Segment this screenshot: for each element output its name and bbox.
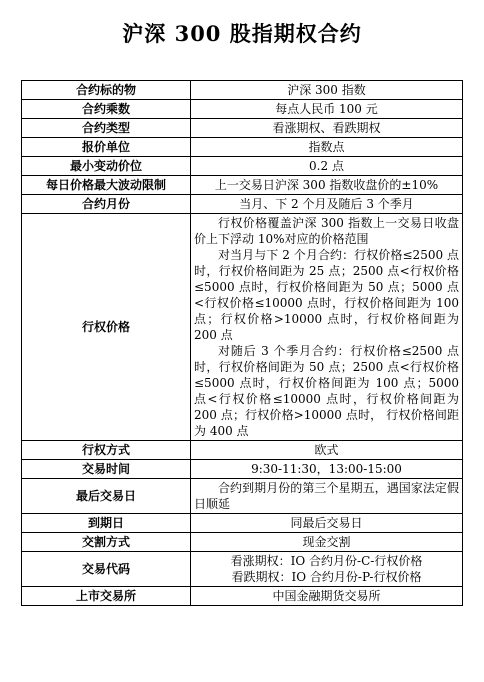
row-label: 合约月份 xyxy=(22,195,191,214)
row-label: 报价单位 xyxy=(22,138,191,157)
row-value: 0.2 点 xyxy=(191,157,463,176)
table-row xyxy=(22,479,463,514)
row-value: 同最后交易日 xyxy=(191,514,463,533)
row-value: 上一交易日沪深 300 指数收盘价的±10% xyxy=(191,176,463,195)
row-value: 当月、下 2 个月及随后 3 个季月 xyxy=(191,195,463,214)
table-row xyxy=(22,119,463,138)
row-label: 合约类型 xyxy=(22,119,191,138)
row-label: 行权方式 xyxy=(22,441,191,460)
row-label: 最小变动价位 xyxy=(22,157,191,176)
table-row xyxy=(22,460,463,479)
row-label: 合约乘数 xyxy=(22,100,191,119)
table-row xyxy=(22,81,463,100)
last-trading-day-text: 合约到期月份的第三个星期五，遇国家法定假日顺延 xyxy=(194,481,459,511)
row-label: 交易时间 xyxy=(22,460,191,479)
row-value: 9:30-11:30，13:00-15:00 xyxy=(191,460,463,479)
row-label: 行权价格 xyxy=(22,214,191,441)
table-row xyxy=(22,157,463,176)
table-row xyxy=(22,100,463,119)
row-value: 现金交割 xyxy=(191,533,463,552)
row-value: 看涨期权、看跌期权 xyxy=(191,119,463,138)
document-title: 沪深 300 股指期权合约 xyxy=(122,21,362,46)
quarterly-strike-paragraph: 对随后 3 个季月合约：行权价格≤2500 点时，行权价格间距为 50 点；2500 点<行权价格≤5000 点时，行权价格间距为 100 点；5000 点<行权价格≤10000 点时，行权价格间距为 200 点；行权价格>10000 点时， 行权价格间距为 400 点 xyxy=(194,344,459,438)
row-label: 交割方式 xyxy=(22,533,191,552)
table-row xyxy=(22,214,463,441)
row-value: 沪深 300 指数 xyxy=(191,81,463,100)
near-month-strike-paragraph: 对当月与下 2 个月合约：行权价格≤2500 点时，行权价格间距为 25 点；2500 点<行权价格≤5000 点时，行权价格间距为 50 点；5000 点<行权价格≤10000 点时，行权价格间距为 100 点；行权价格>10000 点时，行权价格间距为 200 点 xyxy=(194,248,459,342)
row-label: 每日价格最大波动限制 xyxy=(22,176,191,195)
row-value: 欧式 xyxy=(191,441,463,460)
table-row xyxy=(22,176,463,195)
strike-price-rules xyxy=(191,214,463,441)
table-row xyxy=(22,533,463,552)
row-label: 最后交易日 xyxy=(22,479,191,514)
row-value: 指数点 xyxy=(191,138,463,157)
table-row xyxy=(22,195,463,214)
row-label: 合约标的物 xyxy=(22,81,191,100)
table-row xyxy=(22,138,463,157)
row-label: 交易代码 xyxy=(22,552,191,587)
contract-spec-table xyxy=(21,80,463,606)
row-label: 到期日 xyxy=(22,514,191,533)
table-row xyxy=(22,587,463,606)
row-value xyxy=(191,479,463,514)
row-value: 每点人民币 100 元 xyxy=(191,100,463,119)
table-row xyxy=(22,441,463,460)
put-code-line: 看跌期权：IO 合约月份-P-行权价格 xyxy=(231,570,422,584)
trading-code-cell xyxy=(191,552,463,587)
table-row xyxy=(22,552,463,587)
row-label: 上市交易所 xyxy=(22,587,191,606)
table-row xyxy=(22,514,463,533)
row-value: 中国金融期货交易所 xyxy=(191,587,463,606)
strike-range-paragraph: 行权价格覆盖沪深 300 指数上一交易日收盘价上下浮动 10%对应的价格范围 xyxy=(194,216,459,246)
call-code-line: 看涨期权：IO 合约月份-C-行权价格 xyxy=(230,554,423,568)
